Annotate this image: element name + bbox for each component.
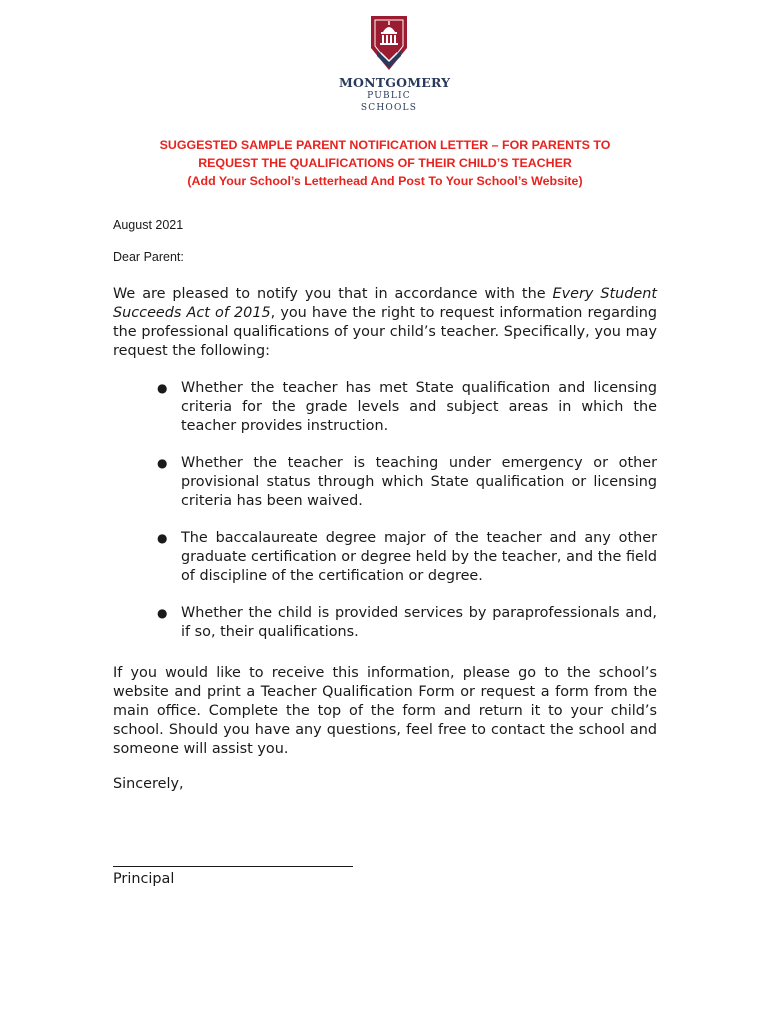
list-item: [113, 454, 657, 511]
school-logo: [339, 14, 451, 114]
list-item-text: Whether the child is provided services by paraprofessionals and, if so, their qualifications.: [181, 605, 657, 640]
signature-title: Principal: [113, 871, 175, 887]
bullet-icon: ●: [157, 531, 168, 545]
notice-line-1: SUGGESTED SAMPLE PARENT NOTIFICATION LETTER – FOR PARENTS TO: [159, 138, 611, 152]
list-item-text: The baccalaureate degree major of the teacher and any other graduate certification or degree held by the teacher, and the field of discipline of the certification or degree.: [181, 530, 657, 584]
act-name: Every Student Succeeds Act of 2015: [113, 286, 657, 321]
intro-text-after: , you have the right to request information regarding the professional qualifications of your child’s teacher. Specifically, you may request the following:: [113, 305, 657, 359]
salutation: Dear Parent:: [113, 250, 184, 264]
notice-line-3: (Add Your School’s Letterhead And Post To Your School’s Website): [187, 174, 583, 188]
bullet-icon: ●: [157, 381, 168, 395]
closing-paragraph: If you would like to receive this information, please go to the school’s website and print a Teacher Qualification Form or request a form from the main office. Complete the top of the form and return it to your child’s school. Should you have any questions, feel free to contact the school and someone will assist you.: [113, 665, 657, 757]
montgomery-crest-icon: [369, 14, 409, 72]
letter-date: August 2021: [113, 218, 184, 232]
list-item: [113, 379, 657, 436]
notice-line-2: REQUEST THE QUALIFICATIONS OF THEIR CHILD’S TEACHER: [198, 156, 572, 170]
intro-text-before: We are pleased to notify you that in accordance with the: [113, 286, 553, 302]
logo-subtitle: PUBLIC SCHOOLS: [360, 91, 418, 113]
notice-heading: [100, 136, 670, 190]
sign-off: Sincerely,: [113, 776, 184, 792]
list-item-text: Whether the teacher has met State qualification and licensing criteria for the grade levels and subject areas in which the teacher provides instruction.: [181, 380, 657, 434]
list-item-text: Whether the teacher is teaching under emergency or other provisional status through which State qualification or licensing criteria has been waived.: [181, 455, 657, 509]
bullet-icon: ●: [157, 606, 168, 620]
logo-name: MONTGOMERY: [339, 75, 451, 90]
intro-paragraph: [113, 285, 657, 361]
list-item: [113, 604, 657, 642]
signature-line: [113, 866, 353, 867]
list-item: [113, 529, 657, 586]
bullet-icon: ●: [157, 456, 168, 470]
request-list: [113, 379, 657, 660]
